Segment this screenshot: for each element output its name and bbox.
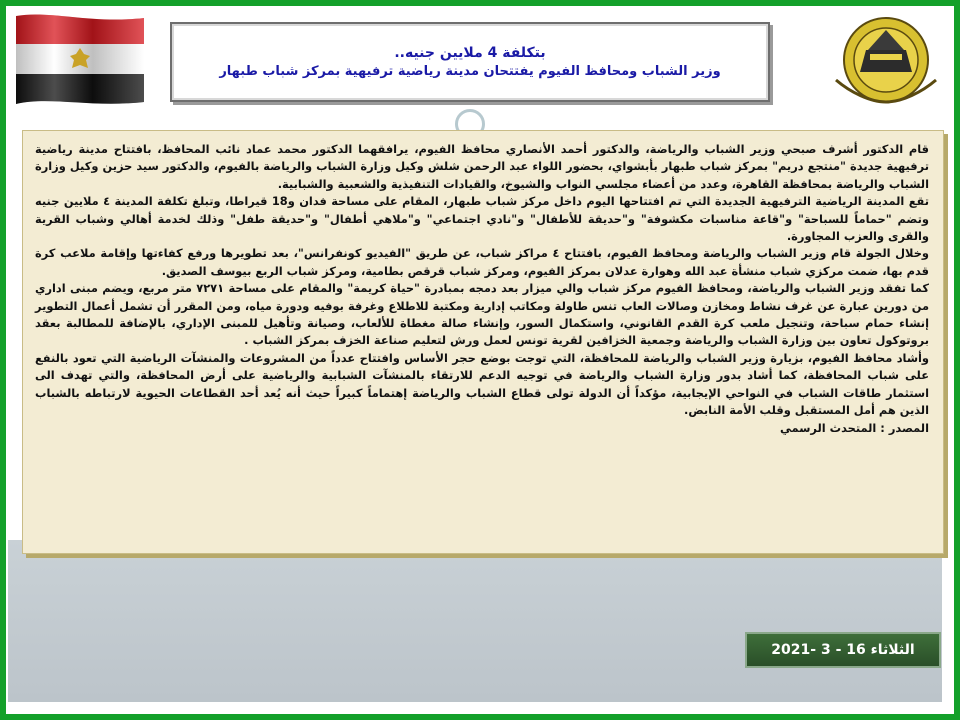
- background-band: [8, 540, 942, 702]
- article-paragraph-2: تقع المدينة الرياضية الترفيهية الجديدة التي تم افتتاحها اليوم داخل مركز شباب طبهار، المقام على مساحة فدان و18 قيراطا، وتبلغ تكلفة المدينة ٤ ملايين جنيه وتضم "حماماً للسباحة" و"قاعة مناسبات مكشوفة" و"حديقة للأطفال" و"نادي اجتماعي" و"ملاهي أطفال" و"حديقة طفل" وذلك لخدمة أهالي وشباب القرية والقرى والعزب المجاورة.: [35, 194, 929, 244]
- article-body: [22, 130, 944, 554]
- article-paragraph-5: وأشاد محافظ الفيوم، بزيارة وزير الشباب والرياضة للمحافظة، التي توجت بوضع حجر الأساس وافتتاح عدداً من المشروعات والمنشآت الرياضية التي تعود بالنفع على شباب المحافظة، كما أشاد بدور وزارة الشباب والرياضة في توجيه الدعم للارتقاء بالمنشآت الشبابية والرياضية على أرض المحافظة، والتي تهدف الى استثمار طاقات الشباب في النواحي الإيجابية، مؤكداً أن الدولة تولى قطاع الشباب والرياضة إهتماماً كبيراً حيث أنه يُعد أحد القطاعات الحيوية لارتباطه بالشباب الذين هم أمل المستقبل وقلب الأمة النابض.: [35, 350, 929, 418]
- egypt-flag-icon: [10, 10, 150, 110]
- article-source: المصدر : المتحدث الرسمي: [780, 420, 929, 435]
- headline-cost: بتكلفة 4 ملايين جنيه..: [394, 45, 546, 61]
- article-paragraph-3: وخلال الجولة قام وزير الشباب والرياضة ومحافظ الفيوم، بافتتاح ٤ مراكز شباب، عن طريق "الفيديو كونفرانس"، بعد تطويرها ورفع كفاءتها وإقامة ملاعب كرة قدم بها، ضمت مركزي شباب منشأة عبد الله وهوارة عدلان بمركز الفيوم، ومركز شباب قرقص بطامية، ومركز شباب الربع بيوسف الصديق.: [35, 246, 929, 278]
- article-paragraph-1: قام الدكتور أشرف صبحي وزير الشباب والرياضة، والدكتور أحمد الأنصاري محافظ الفيوم، يرافقهما الدكتور محمد عماد نائب المحافظ، بافتتاح مدينة رياضية ترفيهية جديدة "منتجع دريم" بمركز شباب طبهار بأبشواي، بحضور اللواء عبد الرحمن شلش وكيل وزارة الشباب والرياضة بالفيوم، والدكتور سيد حزين وكيل وزارة الشباب والرياضة بمحافظة القاهرة، وعدد من أعضاء مجلسي النواب والشيوخ، والقيادات التنفيذية والشعبية والشبابية.: [35, 142, 929, 191]
- article-paragraph-4: كما تفقد وزير الشباب والرياضة، ومحافظ الفيوم مركز شباب والي ميزار بعد دمجه بمبادرة "حياة كريمة" والمقام على مساحة ٧٢٧١ متر مربع، ويضم مبنى اداري من دورين عبارة عن غرف نشاط ومخازن وصالات العاب تنس طاولة ومكاتب إدارية ومكتبة للاطلاع وغرفة بوفيه ودورة مياه، ومن المقرر أن تشمل أعمال التطوير إنشاء حمام سباحة، وتنجيل ملعب كرة القدم القانوني، واستكمال السور، وإنشاء صالة مغطاة للألعاب، وصيانة وتأهيل للمبنى الإداري، بالإضافة للمطالبة بعقد بروتوكول تعاون بين وزارة الشباب والرياضة وجمعية الخزافين لقرية تونس لعمل ورش لتعليم صناعة الخزف بمركز الشباب .: [35, 281, 929, 348]
- headline-title: وزير الشباب ومحافظ الفيوم يفتتحان مدينة رياضية ترفيهية بمركز شباب طبهار: [219, 64, 721, 79]
- fayoum-governorate-emblem-icon: [830, 10, 948, 110]
- headline-box: [170, 22, 770, 102]
- date-badge: الثلاثاء 16 - 3 -2021: [745, 632, 941, 668]
